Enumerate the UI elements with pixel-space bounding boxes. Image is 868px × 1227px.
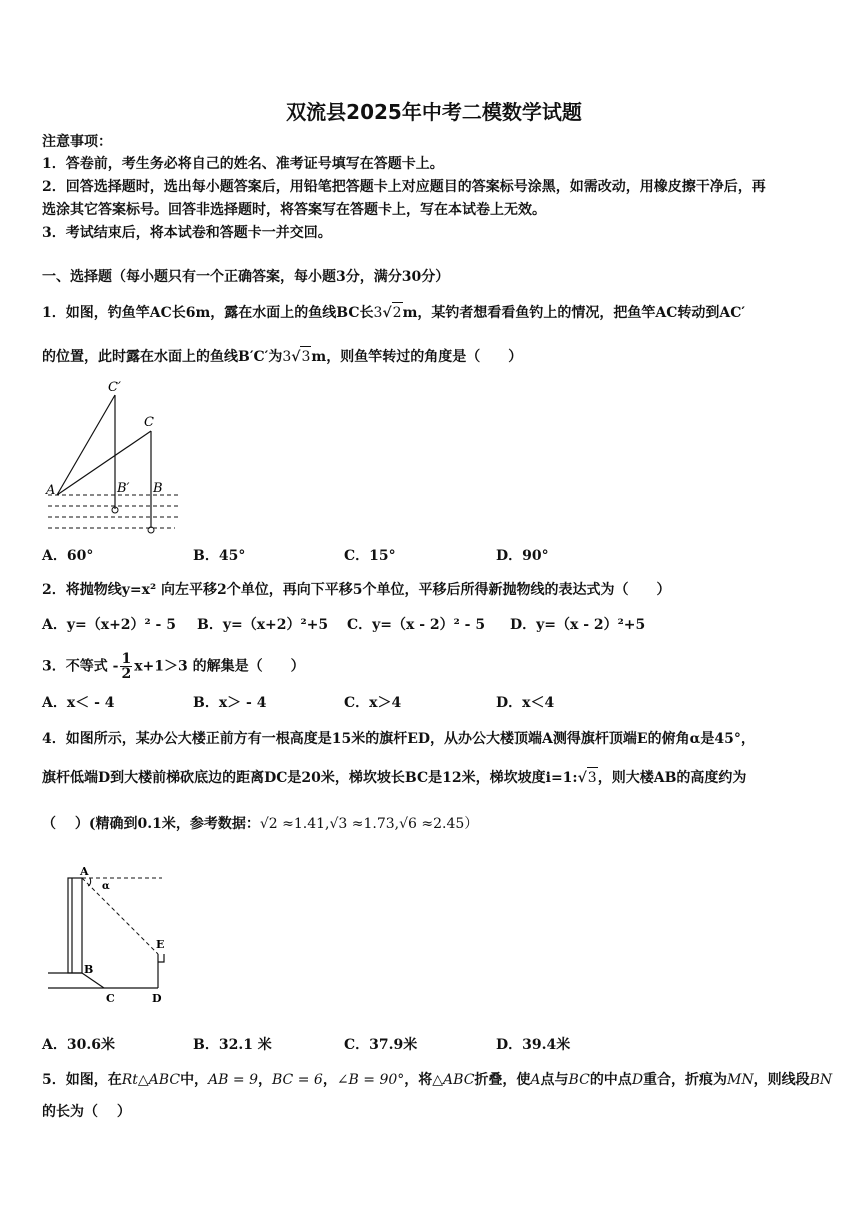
q1-label-c: C: [144, 415, 154, 430]
q1-line1: 1．如图，钓鱼竿AC长6m，露在水面上的鱼线BC长3√2m，某钓者想看看鱼钓上的情况，把鱼竿AC转动到AC′: [42, 302, 745, 323]
q4-label-e: E: [156, 938, 165, 951]
notice-item-3: 3．考试结束后，将本试卷和答题卡一并交回。: [42, 225, 332, 241]
q1-option-d: D．90°: [496, 548, 549, 564]
q5-line2: 的长为（ ）: [42, 1104, 131, 1120]
notice-heading: 注意事项：: [42, 134, 112, 150]
q4-line1: 4．如图所示，某办公大楼正前方有一根高度是15米的旗杆ED，从办公大楼顶端A测得旗杆顶端E的俯角α是45°，: [42, 731, 755, 747]
q1-label-b: B: [153, 481, 163, 496]
q2-option-d: D．y=（x - 2）²+5: [510, 617, 646, 633]
q4-label-d: D: [152, 992, 162, 1005]
q2-option-b: B．y=（x+2）²+5: [197, 617, 329, 633]
q3-option-d: D．x＜4: [496, 695, 555, 711]
q1-label-a: A: [46, 483, 56, 498]
q4-line3: （ ）(精确到0.1米，参考数据：√2 ≈1.41,√3 ≈1.73,√6 ≈2.45）: [42, 816, 479, 832]
q2-text: 2．将抛物线y=x² 向左平移2个单位，再向下平移5个单位，平移后所得新抛物线的表达式为（ ）: [42, 582, 671, 598]
q1-option-b: B．45°: [193, 548, 246, 564]
q1-line2: 的位置，此时露在水面上的鱼线B′C′为3√3m，则鱼竿转过的角度是（ ）: [42, 346, 522, 367]
q5-line1: 5．如图，在Rt△ABC中，AB = 9，BC = 6，∠B = 90°，将△ABC折叠，使A点与BC的中点D重合，折痕为MN，则线段BN: [42, 1072, 833, 1088]
q4-label-b: B: [84, 963, 94, 976]
q4-option-a: A．30.6米: [42, 1037, 115, 1053]
q3-option-b: B．x＞ - 4: [193, 695, 267, 711]
q1-option-c: C．15°: [344, 548, 396, 564]
q3-option-a: A．x＜ - 4: [42, 695, 115, 711]
q4-label-a: A: [80, 865, 89, 878]
notice-item-1: 1．答卷前，考生务必将自己的姓名、准考证号填写在答题卡上。: [42, 156, 444, 172]
q1-figure: [40, 378, 190, 538]
q1-option-a: A．60°: [42, 548, 94, 564]
q4-line2: 旗杆低端D到大楼前梯砍底边的距离DC是20米，梯坎坡长BC是12米，梯坎坡度i=1:√3，则大楼AB的高度约为: [42, 767, 746, 788]
q4-figure: [44, 862, 184, 1012]
notice-item-2: 2．回答选择题时，选出每小题答案后，用铅笔把答题卡上对应题目的答案标号涂黑，如需改动，用橡皮擦干净后，再: [42, 179, 766, 195]
notice-item-2-cont: 选涂其它答案标号。回答非选择题时，将答案写在答题卡上，写在本试卷上无效。: [42, 202, 546, 218]
q1-label-cp: C′: [108, 380, 121, 395]
q2-option-c: C．y=（x - 2）² - 5: [347, 617, 486, 633]
q2-option-a: A．y=（x+2）² - 5: [42, 617, 176, 633]
q4-option-b: B．32.1 米: [193, 1037, 272, 1053]
page-title: 双流县2025年中考二模数学试题: [286, 100, 582, 124]
q3-text: 3．不等式 - $\frac{1}{2}$ x+1＞3 的解集是（ ）: [42, 651, 305, 682]
q4-option-d: D．39.4米: [496, 1037, 571, 1053]
q4-label-alpha: α: [102, 881, 110, 892]
q4-option-c: C．37.9米: [344, 1037, 418, 1053]
section-heading: 一、选择题（每小题只有一个正确答案，每小题3分，满分30分）: [42, 269, 450, 285]
q4-label-c: C: [106, 992, 115, 1005]
q3-option-c: C．x＞4: [344, 695, 402, 711]
q1-label-bp: B′: [117, 481, 130, 496]
